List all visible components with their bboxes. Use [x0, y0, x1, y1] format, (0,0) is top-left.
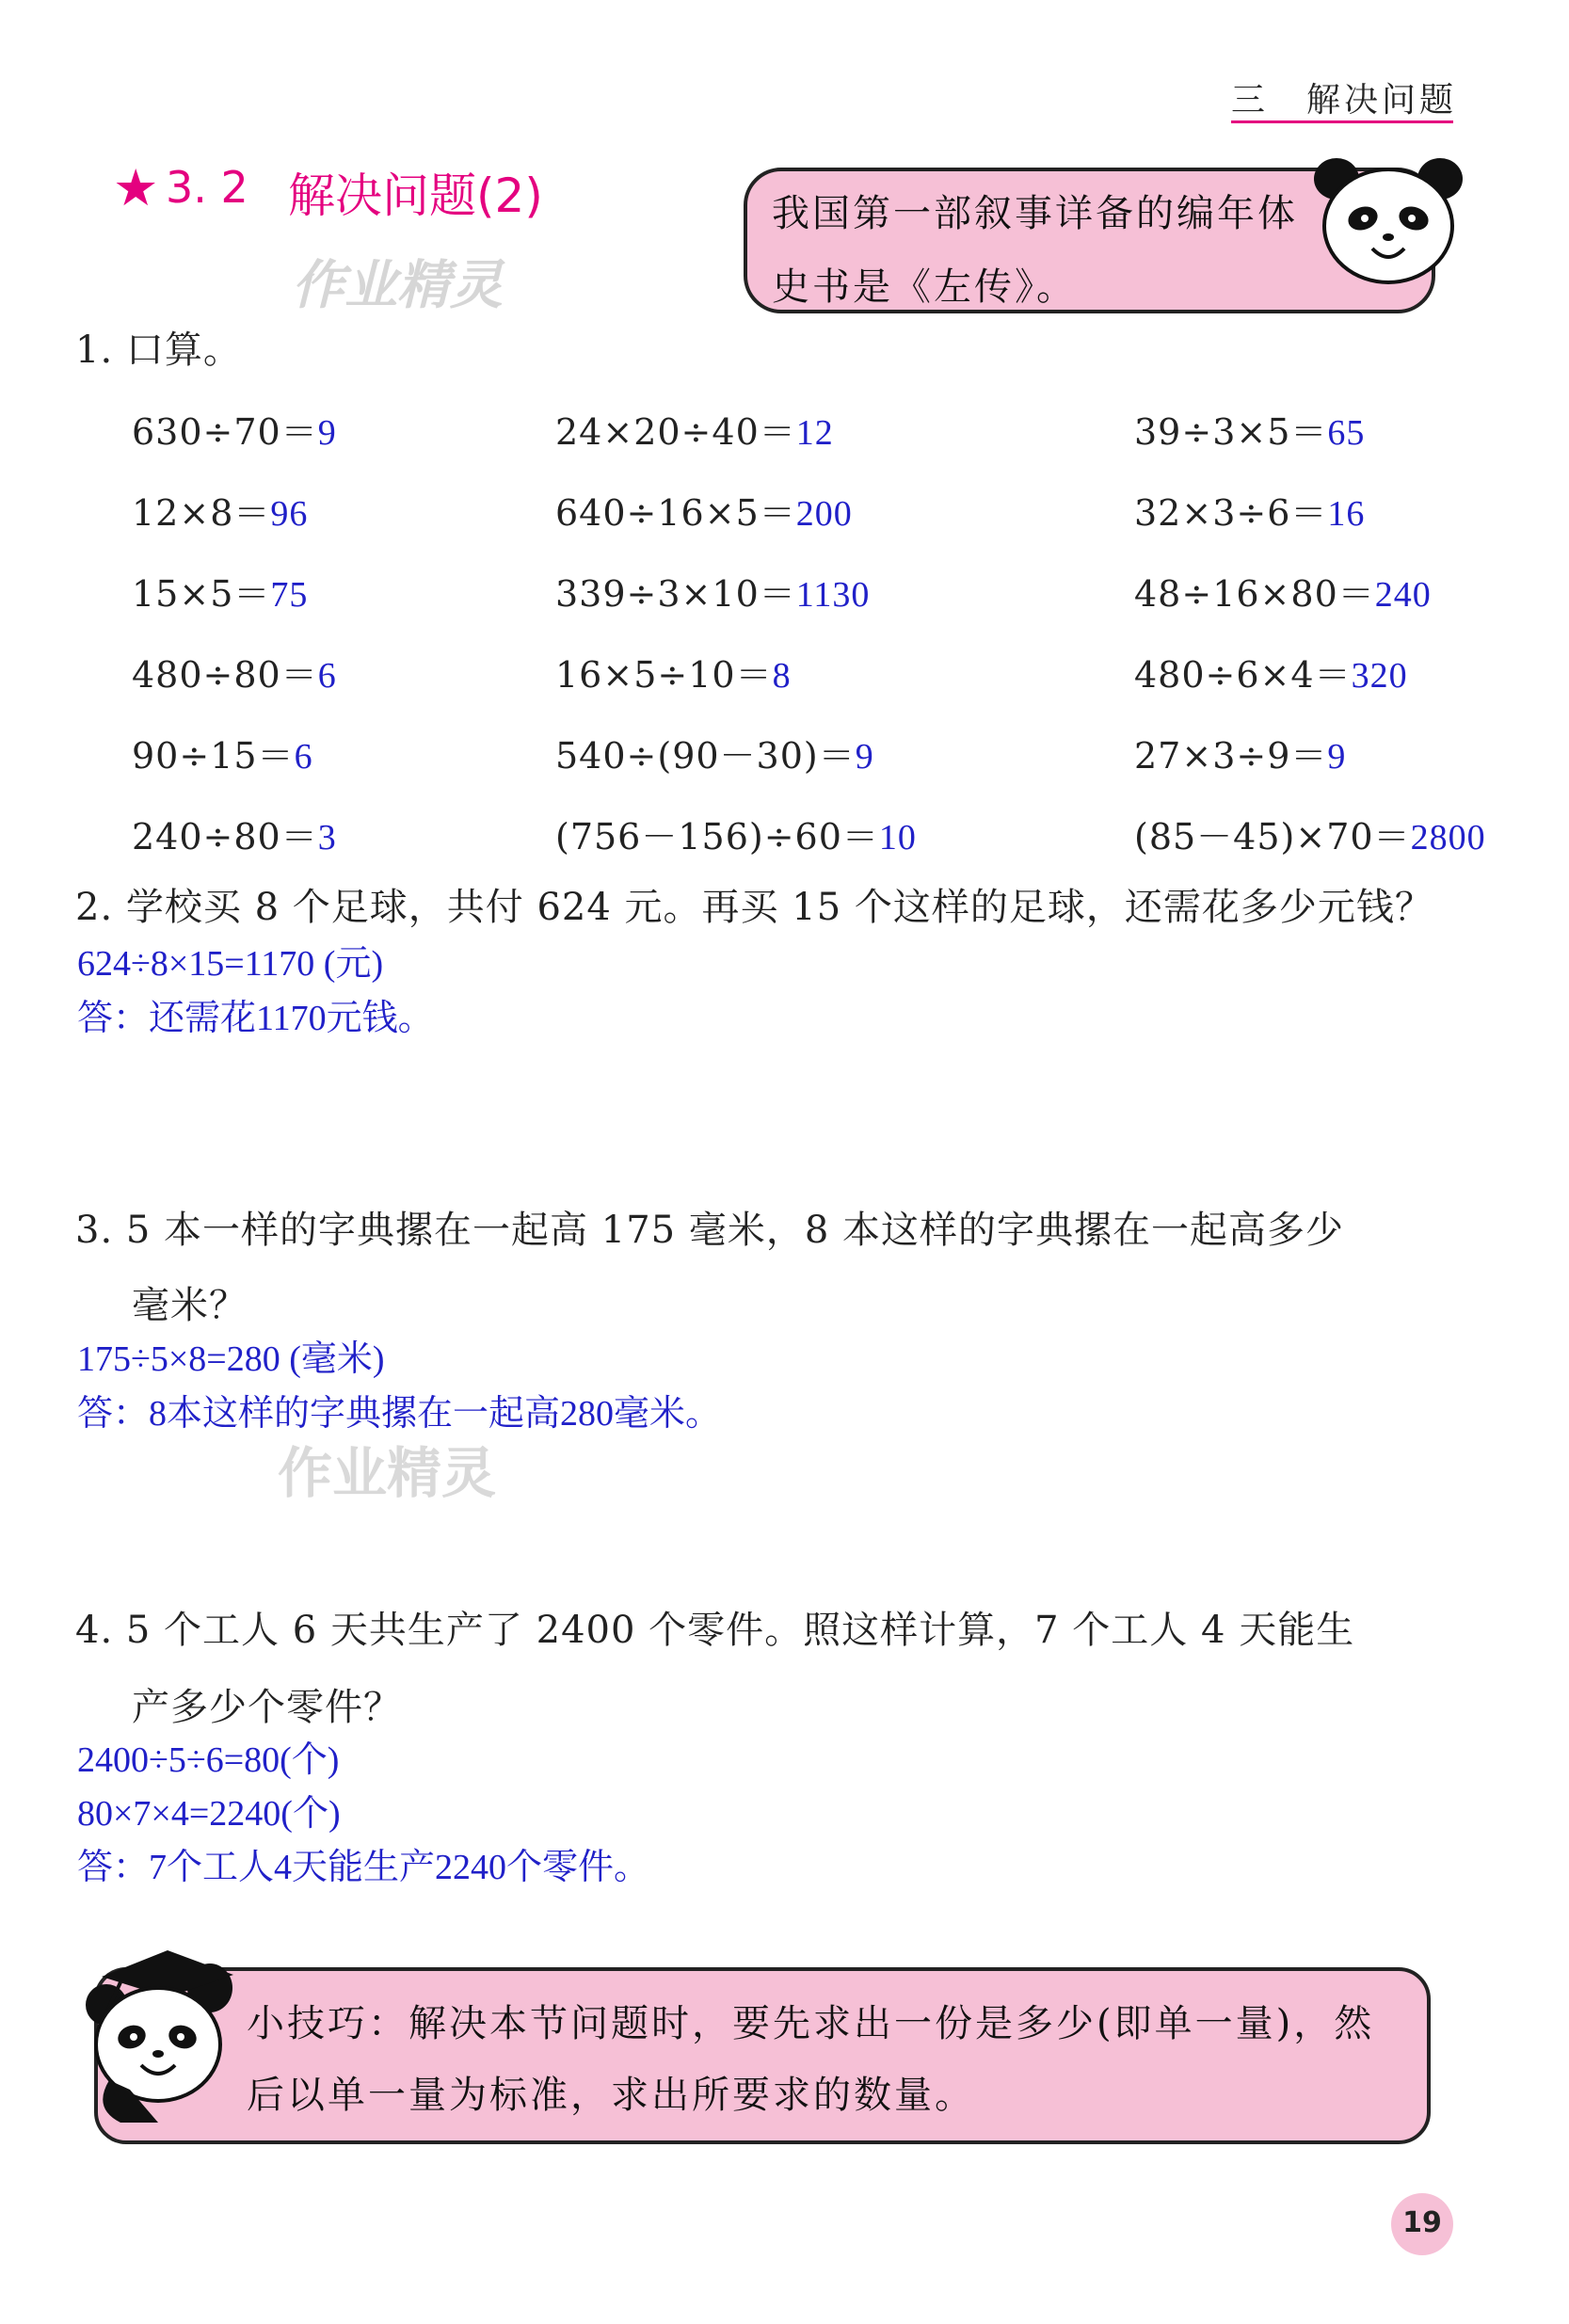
math-item	[1134, 808, 1486, 859]
math-item	[132, 403, 337, 455]
math-answer: 8	[772, 656, 792, 696]
q4-work-2: 80×7×4=2240(个)	[77, 1794, 341, 1834]
math-expression: 16×5÷10＝	[555, 654, 773, 696]
math-expression: 240÷80＝	[132, 816, 318, 857]
svg-text:作业精灵: 作业精灵	[292, 255, 503, 316]
math-expression: 480÷6×4＝	[1134, 654, 1352, 696]
math-answer: 1130	[795, 575, 871, 615]
math-answer: 10	[878, 818, 917, 857]
section-header: 三 解决问题	[1231, 81, 1458, 120]
graduate-panda-icon	[64, 1939, 243, 2127]
tip-text: 小技巧：解决本节问题时，要先求出一份是多少(即单一量)，然后以单一量为标准，求出所要求的数量。	[247, 2002, 1375, 2117]
star-icon: ★	[113, 158, 159, 217]
math-item	[555, 484, 853, 536]
math-answer: 6	[294, 737, 313, 777]
math-answer: 9	[1327, 737, 1347, 777]
math-answer: 16	[1327, 494, 1366, 534]
math-expression: 24×20÷40＝	[555, 411, 796, 453]
q3-answer: 答：8本这样的字典摞在一起高280毫米。	[77, 1394, 722, 1434]
math-answer: 200	[795, 494, 853, 534]
math-expression: 339÷3×10＝	[555, 573, 796, 615]
math-item	[132, 565, 308, 617]
panda-icon	[1308, 151, 1468, 292]
q3-text-line1: 3. 5 本一样的字典摞在一起高 175 毫米，8 本这样的字典摞在一起高多少	[75, 1209, 1344, 1252]
math-item	[132, 646, 337, 697]
math-answer: 75	[270, 575, 309, 615]
math-answer: 96	[270, 494, 309, 534]
q3-text-line2: 毫米？	[132, 1284, 248, 1327]
math-item	[555, 403, 834, 455]
q4-text-line1: 4. 5 个工人 6 天共生产了 2400 个零件。照这样计算，7 个工人 4 天能生	[75, 1609, 1355, 1652]
math-expression: 39÷3×5＝	[1134, 411, 1328, 453]
math-answer: 9	[317, 413, 337, 453]
math-answer: 2800	[1410, 818, 1486, 857]
math-item	[555, 808, 917, 859]
q2-answer: 答：还需花1170元钱。	[77, 999, 434, 1038]
q2-text: 2. 学校买 8 个足球，共付 624 元。再买 15 个这样的足球，还需花多少元钱？	[75, 886, 1433, 929]
math-expression: 32×3÷6＝	[1134, 492, 1328, 534]
math-expression: (756－156)÷60＝	[555, 816, 879, 857]
math-expression: 12×8＝	[132, 492, 271, 534]
math-item	[1134, 565, 1432, 617]
math-item	[1134, 403, 1365, 455]
q2-work: 624÷8×15=1170 (元)	[77, 944, 384, 984]
math-expression: 640÷16×5＝	[555, 492, 796, 534]
math-expression: 630÷70＝	[132, 411, 318, 453]
header-underline	[1231, 120, 1453, 123]
math-expression: 48÷16×80＝	[1134, 573, 1375, 615]
math-answer: 65	[1327, 413, 1366, 453]
lesson-title: 解决问题(2)	[288, 168, 543, 223]
math-item	[1134, 727, 1346, 778]
lesson-number: 3. 2	[166, 162, 248, 213]
watermark-stamp-2	[268, 1435, 551, 1511]
fact-text: 我国第一部叙事详备的编年体史书是《左传》。	[772, 192, 1298, 309]
q4-work-1: 2400÷5÷6=80(个)	[77, 1740, 340, 1780]
math-answer: 240	[1374, 575, 1432, 615]
math-expression: 540÷(90－30)＝	[555, 735, 856, 777]
math-answer: 320	[1351, 656, 1408, 696]
q4-text-line2: 产多少个零件？	[132, 1686, 402, 1729]
math-expression: 15×5＝	[132, 573, 271, 615]
math-answer: 3	[317, 818, 337, 857]
math-item	[555, 727, 874, 778]
svg-text:作业精灵: 作业精灵	[278, 1441, 497, 1505]
math-answer: 9	[855, 737, 874, 777]
math-item	[132, 808, 337, 859]
math-expression: 90÷15＝	[132, 735, 295, 777]
page-number: 19	[1402, 2206, 1442, 2239]
q4-answer: 答：7个工人4天能生产2240个零件。	[77, 1848, 650, 1887]
math-item	[132, 727, 313, 778]
math-expression: (85－45)×70＝	[1134, 816, 1411, 857]
math-item	[555, 646, 792, 697]
math-item	[1134, 484, 1365, 536]
math-item	[555, 565, 870, 617]
math-item	[1134, 646, 1408, 697]
watermark-stamp	[282, 247, 565, 322]
math-item	[132, 484, 308, 536]
q1-label: 1. 口算。	[75, 329, 242, 372]
math-answer: 12	[795, 413, 834, 453]
math-expression: 480÷80＝	[132, 654, 318, 696]
math-answer: 6	[317, 656, 337, 696]
math-expression: 27×3÷9＝	[1134, 735, 1328, 777]
q3-work: 175÷5×8=280 (毫米)	[77, 1339, 385, 1379]
